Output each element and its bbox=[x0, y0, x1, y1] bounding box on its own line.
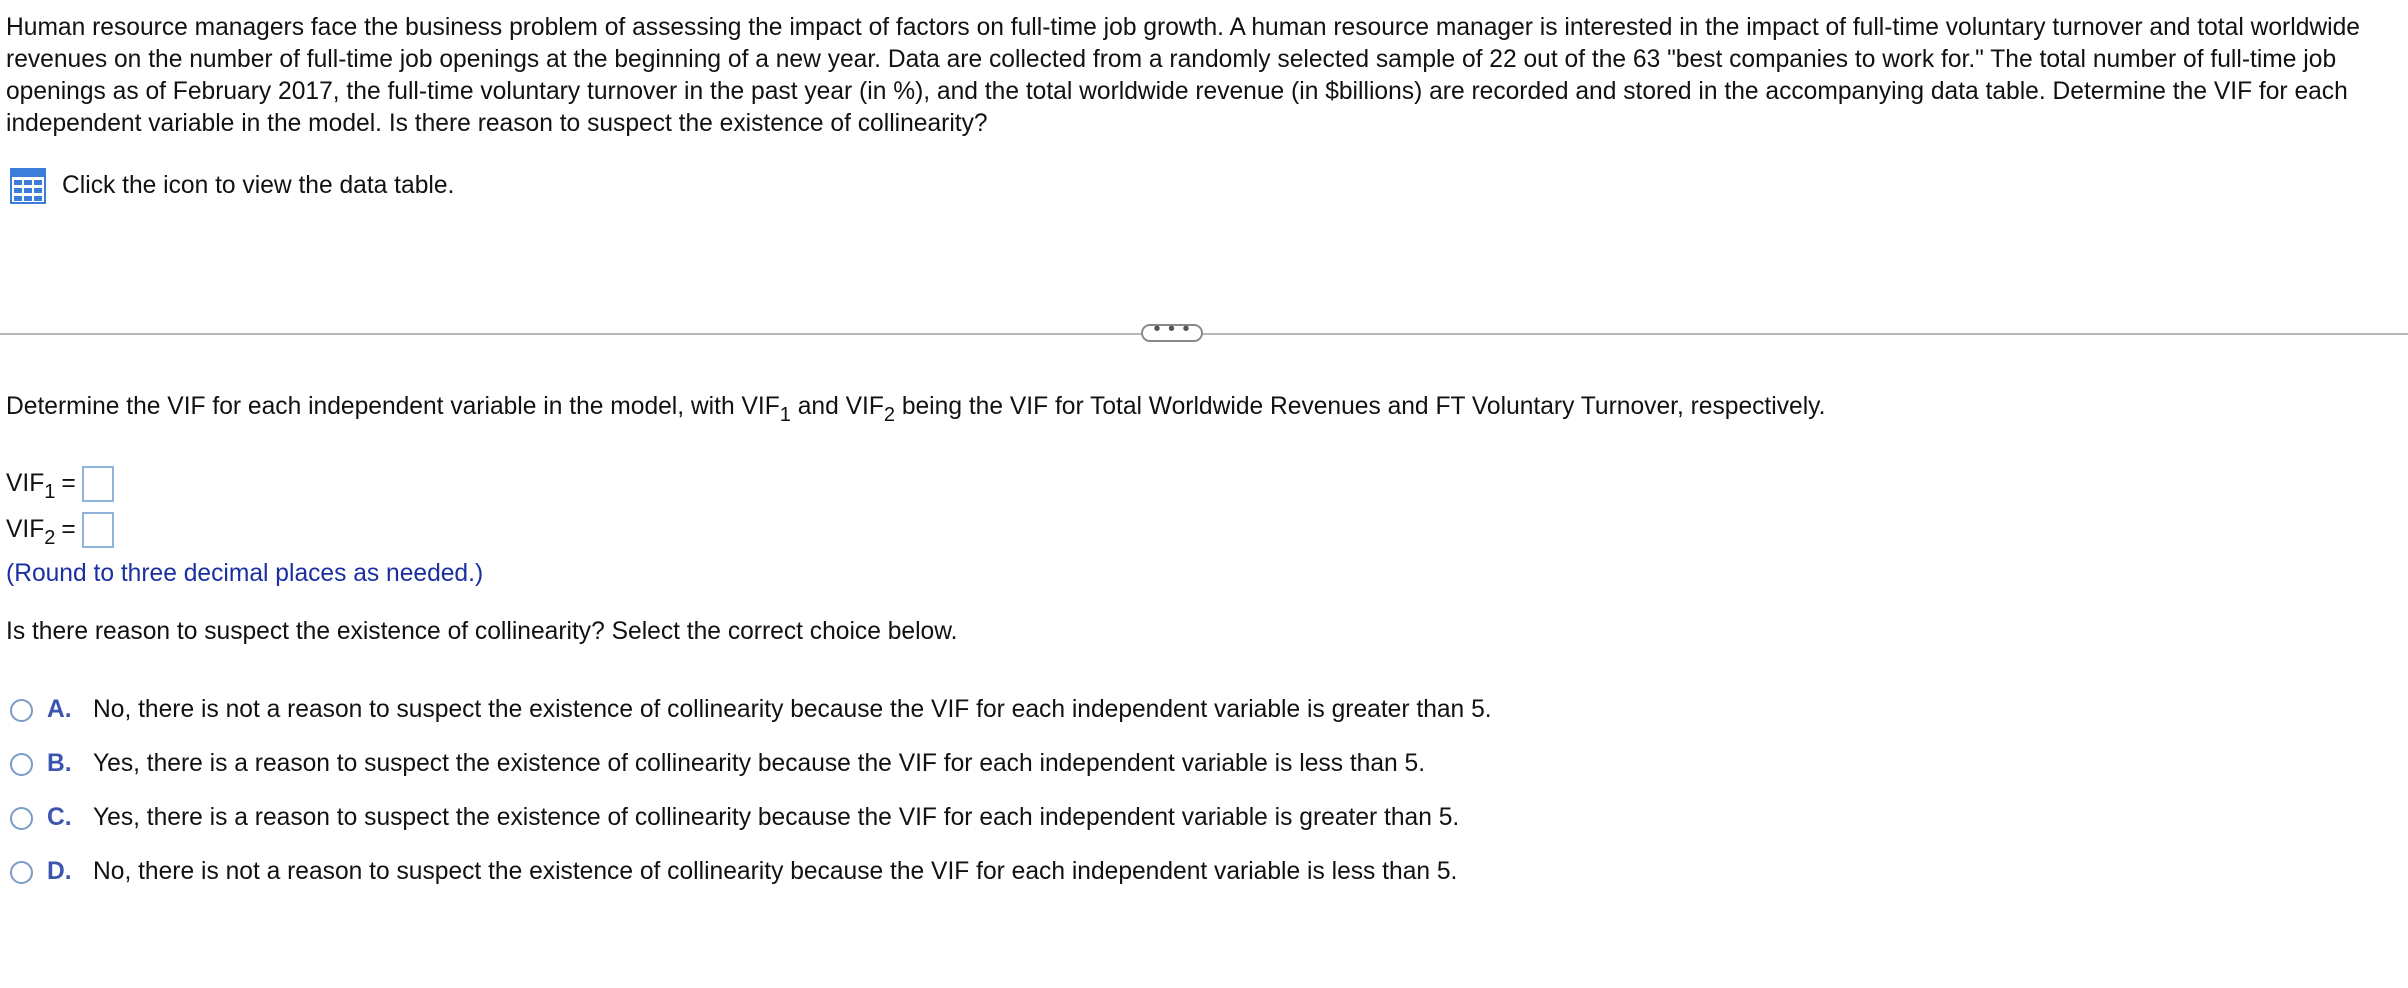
problem-statement: Human resource managers face the business problem of assessing the impact of factors on full-time job growth. A human resource manager is interested in the impact of full-time voluntary turnover and total worldwide revenues on the number of full-time job openings at the beginning of a new year. Data are collected from a randomly selected sample of 22 out of the 63 "best companies to work for." The total number of full-time job openings as of February 2017, the full-time voluntary turnover in the past year (in %), and the total worldwide revenue (in $billions) are recorded and stored in the accompanying data table. Determine the VIF for each independent variable in the model. Is there reason to suspect the existence of collinearity? bbox=[6, 14, 2360, 137]
choice-d-letter: D. bbox=[47, 858, 72, 885]
collinearity-question: Is there reason to suspect the existence of collinearity? Select the correct choice below. bbox=[6, 618, 958, 645]
choice-b-letter: B. bbox=[47, 750, 72, 777]
choice-a-letter: A. bbox=[47, 696, 72, 723]
radio-a[interactable] bbox=[10, 699, 33, 722]
vif1-input[interactable] bbox=[82, 466, 114, 502]
radio-b[interactable] bbox=[10, 753, 33, 776]
vif1-equals: = bbox=[61, 470, 76, 497]
more-dots-icon: • • • bbox=[1153, 318, 1191, 340]
radio-c[interactable] bbox=[10, 807, 33, 830]
view-data-table-label[interactable]: Click the icon to view the data table. bbox=[62, 172, 455, 199]
rounding-hint: (Round to three decimal places as needed.) bbox=[6, 560, 484, 587]
choice-a-text[interactable]: No, there is not a reason to suspect the existence of collinearity because the VIF for each independent variable is greater than 5. bbox=[93, 696, 1492, 723]
choice-c-text[interactable]: Yes, there is a reason to suspect the existence of collinearity because the VIF for each independent variable is greater than 5. bbox=[93, 804, 1460, 831]
expand-more-button[interactable] bbox=[1141, 318, 1203, 342]
vif1-row bbox=[6, 464, 114, 504]
section-divider bbox=[0, 333, 2408, 335]
choice-c-letter: C. bbox=[47, 804, 72, 831]
radio-d[interactable] bbox=[10, 861, 33, 884]
vif-question: Determine the VIF for each independent variable in the model, with $VIF_1$ and $VIF_2$ being the VIF for Total Worldwide Revenues and FT Voluntary Turnover, respectively. bbox=[6, 393, 1826, 426]
vif1-label: $VIF_1$ bbox=[6, 470, 56, 503]
choice-c[interactable] bbox=[10, 800, 1459, 836]
vif2-label: $VIF_2$ bbox=[6, 516, 56, 549]
choice-a[interactable] bbox=[10, 692, 1492, 728]
vif2-row bbox=[6, 510, 114, 550]
choice-b-text[interactable]: Yes, there is a reason to suspect the existence of collinearity because the VIF for each independent variable is less than 5. bbox=[93, 750, 1426, 777]
view-data-table-link[interactable] bbox=[10, 168, 454, 204]
choice-b[interactable] bbox=[10, 746, 1425, 782]
choice-d-text[interactable]: No, there is not a reason to suspect the existence of collinearity because the VIF for each independent variable is less than 5. bbox=[93, 858, 1458, 885]
vif2-equals: = bbox=[61, 516, 76, 543]
vif2-input[interactable] bbox=[82, 512, 114, 548]
choice-d[interactable] bbox=[10, 854, 1457, 890]
table-grid-icon[interactable] bbox=[10, 168, 46, 204]
